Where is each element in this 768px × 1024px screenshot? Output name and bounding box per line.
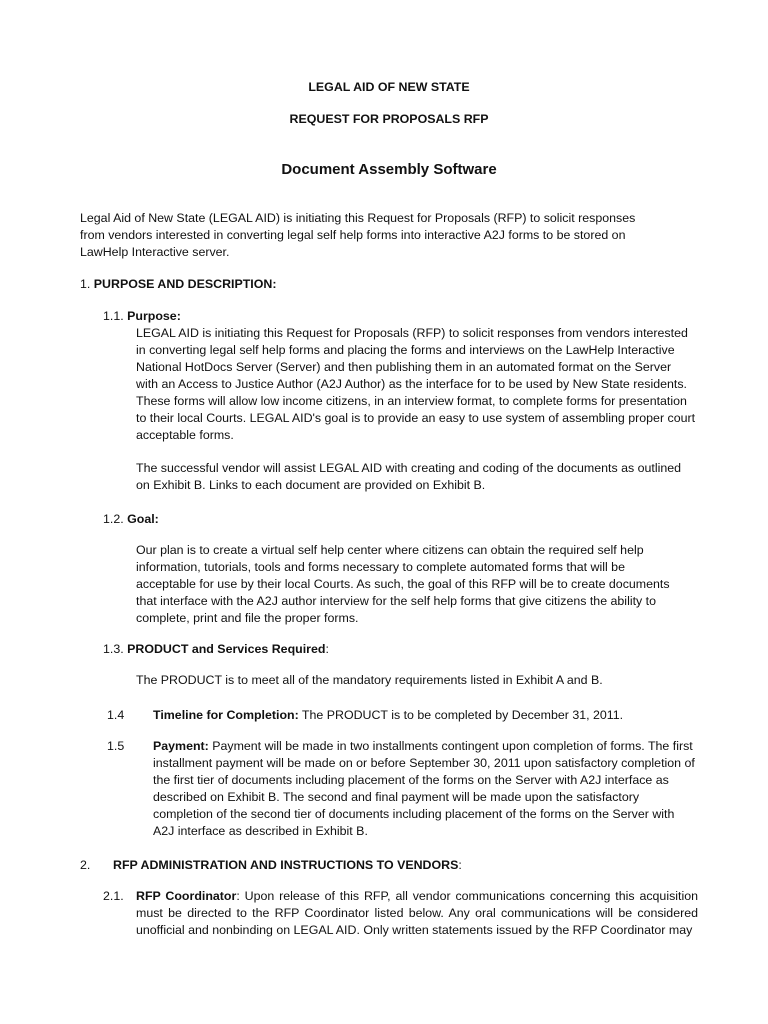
timeline-number: 1.4: [107, 708, 125, 722]
payment-paragraph: [153, 738, 698, 840]
goal-number: 1.2.: [103, 512, 124, 526]
section-2-colon: :: [458, 858, 462, 872]
section-2-title: RFP ADMINISTRATION AND INSTRUCTIONS TO VENDORS: [113, 858, 459, 872]
goal-heading: [103, 511, 159, 528]
purpose-paragraph-1: LEGAL AID is initiating this Request for Proposals (RFP) to solicit responses from vendors interested in converting legal self help forms and placing the forms and interviews on the LawHelp Interactive National HotDocs Server (Server) and then publishing them in an automated format on the Server with an Access to Justice Author (A2J Author) as the interface for to be used by New State residents. These forms will allow low income citizens, in an interview format, to complete forms for presentation to their local Courts. LEGAL AID's goal is to provide an easy to use system of assembling proper court acceptable forms.: [136, 326, 696, 442]
payment-number: 1.5: [107, 739, 125, 753]
rfp-heading: REQUEST FOR PROPOSALS RFP: [289, 112, 489, 126]
goal-title: Goal:: [127, 512, 159, 526]
product-paragraph: The PRODUCT is to meet all of the mandatory requirements listed in Exhibit A and B.: [136, 673, 603, 687]
payment-text: Payment will be made in two installments contingent upon completion of forms. The first installment payment will be made on or before September 30, 2011 upon satisfactory completion of the first tier of documents including placement of the forms on the Server with A2J interface as described on Exhibit B. The second and final payment will be made upon the satisfactory completion of the second tier of documents including placement of the forms on the Server with A2J interface as described in Exhibit B.: [153, 739, 695, 838]
section-2-heading: [113, 857, 462, 874]
coordinator-paragraph: [136, 888, 698, 939]
purpose-heading: [103, 308, 181, 325]
timeline-text: The PRODUCT is to be completed by December 31, 2011.: [298, 708, 624, 722]
section-2-number: 2.: [80, 858, 91, 872]
product-heading: [103, 641, 329, 658]
goal-paragraph: Our plan is to create a virtual self help center where citizens can obtain the required self help information, tutorials, tools and forms necessary to complete automated forms that will be acceptable for use by their local Courts. As such, the goal of this RFP will be to create documents that interface with the A2J author interview for the self help forms that give citizens the ability to complete, print and file the proper forms.: [136, 543, 670, 625]
purpose-paragraph-2: The successful vendor will assist LEGAL AID with creating and coding of the documents as outlined on Exhibit B. Links to each document are provided on Exhibit B.: [136, 461, 682, 492]
coordinator-number: 2.1.: [103, 889, 124, 903]
org-heading: LEGAL AID OF NEW STATE: [308, 80, 470, 94]
intro-paragraph: Legal Aid of New State (LEGAL AID) is initiating this Request for Proposals (RFP) to solicit responses from vendors interested in converting legal self help forms into interactive A2J forms to be stored on LawHelp Interactive server.: [80, 211, 636, 259]
timeline-title: Timeline for Completion:: [153, 708, 299, 722]
document-title: Document Assembly Software: [281, 161, 497, 178]
timeline-paragraph: [153, 707, 698, 724]
section-1-title: PURPOSE AND DESCRIPTION:: [93, 277, 277, 291]
section-1-heading: [80, 276, 276, 293]
coordinator-text: : Upon release of this RFP, all vendor communications concerning this acquisition must be directed to the RFP Coordinator listed below. Any oral communications will be considered unofficial and nonbinding on LEGAL AID. Only written statements issued by the RFP Coordinator may: [136, 889, 699, 937]
purpose-title: Purpose:: [127, 309, 181, 323]
payment-title: Payment:: [153, 739, 209, 753]
product-number: 1.3.: [103, 642, 124, 656]
coordinator-title: RFP Coordinator: [136, 889, 237, 903]
purpose-number: 1.1.: [103, 309, 124, 323]
section-1-number: 1.: [80, 277, 91, 291]
product-title: PRODUCT and Services Required: [127, 642, 326, 656]
product-colon: :: [325, 642, 329, 656]
